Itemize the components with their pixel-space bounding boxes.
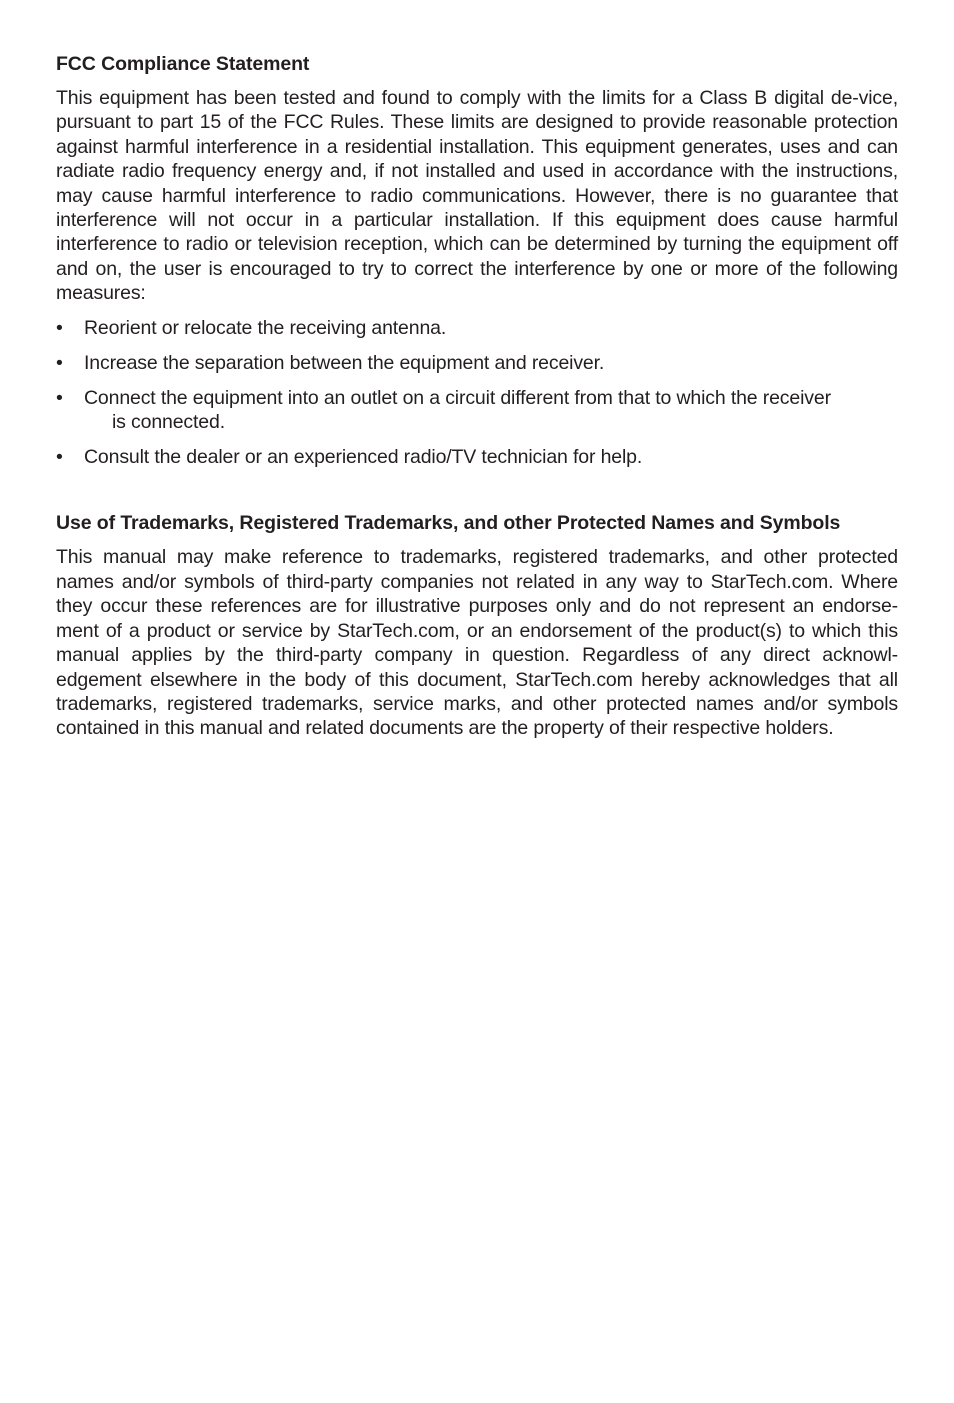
- list-item-text: Connect the equipment into an outlet on a circuit different from that to which the receiver: [84, 386, 831, 409]
- bullet-icon: •: [56, 386, 63, 409]
- fcc-paragraph: This equipment has been tested and found to comply with the limits for a Class B digital de-vice, pursuant to part 15 of the FCC Rules. These limits are designed to provide reasonable protection against harmful interference in a residential installation. This equipment generates, uses and can radiate radio frequency energy and, if not installed and used in accordance with the instructions, may cause harmful interference to radio communications. However, there is no guarantee that interference will not occur in a particular installation. If this equipment does cause harmful interference to radio or television reception, which can be determined by turning the equipment off and on, the user is encouraged to try to correct the interference by one or more of the following measures:: [56, 87, 898, 305]
- trademarks-paragraph: This manual may make reference to trademarks, registered trademarks, and other protected names and/or symbols of third-party companies not related in any way to StarTech.com. Where they occur these references are for illustrative purposes only and do not represent an endorse-ment of a product or service by StarTech.com, or an endorsement of the product(s) to which this manual applies by the third-party company in question. Regardless of any direct acknowl-edgement elsewhere in the body of this document, StarTech.com hereby acknowledges that all trademarks, registered trademarks, service marks, and other protected names and/or symbols contained in this manual and related documents are the property of their respective holders.: [56, 546, 898, 740]
- fcc-measures-list: [56, 316, 898, 470]
- list-item: [56, 445, 898, 469]
- fcc-heading: FCC Compliance Statement: [56, 53, 310, 75]
- list-item-text: Increase the separation between the equipment and receiver.: [84, 351, 605, 374]
- trademarks-section: [56, 509, 898, 740]
- list-item-text: Consult the dealer or an experienced radio/TV technician for help.: [84, 446, 643, 469]
- list-item: [56, 386, 898, 435]
- list-item-text-continued: is connected.: [112, 411, 225, 434]
- list-item: [56, 316, 898, 340]
- bullet-icon: •: [56, 446, 63, 469]
- document-page: [56, 50, 898, 741]
- bullet-icon: •: [56, 316, 63, 339]
- list-item-text: Reorient or relocate the receiving antenna.: [84, 316, 447, 339]
- list-item: [56, 351, 898, 375]
- fcc-section: [56, 50, 898, 469]
- bullet-icon: •: [56, 351, 63, 374]
- trademarks-heading: Use of Trademarks, Registered Trademarks, and other Protected Names and Symbols: [56, 512, 841, 535]
